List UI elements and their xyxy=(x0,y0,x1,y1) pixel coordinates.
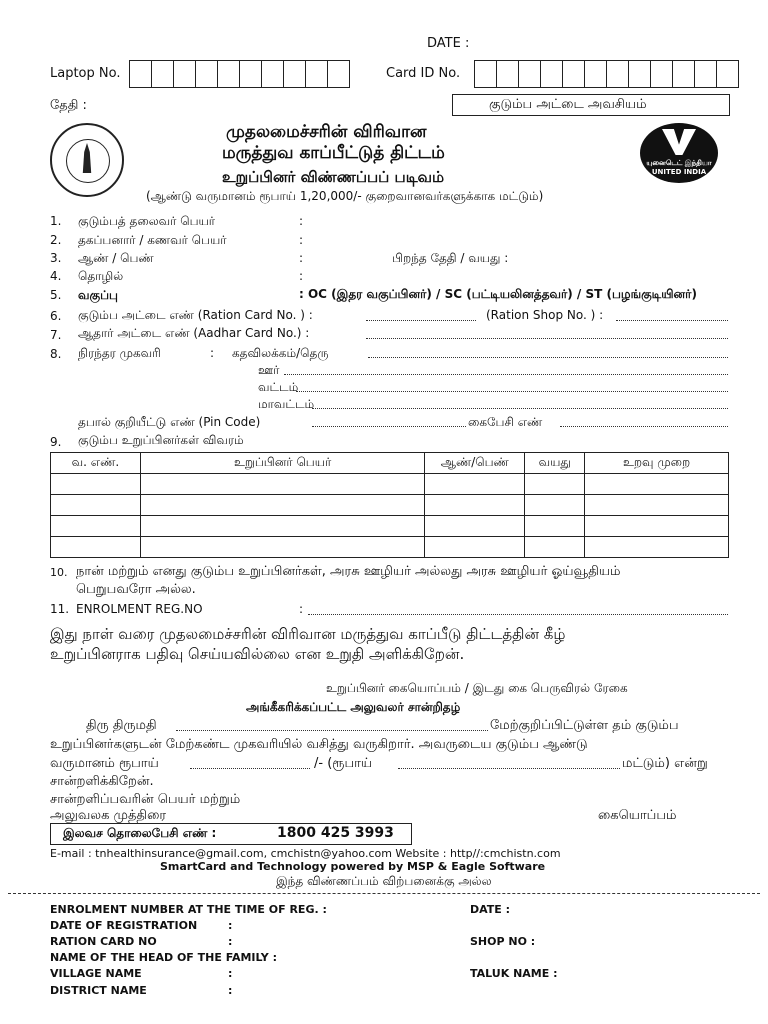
table-row[interactable] xyxy=(51,537,729,558)
slip-ration-colon: : xyxy=(228,935,233,948)
laptop-no-boxes[interactable] xyxy=(130,60,350,88)
col-age: வயது xyxy=(525,453,585,474)
not-for-sale: இந்த விண்ணப்பம் விற்பனைக்கு அல்ல xyxy=(276,874,492,888)
field-8-label: நிரந்தர முகவரி xyxy=(78,346,161,360)
toll-free-number[interactable]: 1800 425 3993 xyxy=(277,825,394,841)
cert-income-words-line[interactable] xyxy=(398,768,620,769)
title-line-2: மருத்துவ காப்பீட்டுத் திட்டம் xyxy=(222,143,445,163)
ration-card-required: குடும்ப அட்டை அவசியம் xyxy=(489,97,647,112)
col-serial: வ. எண். xyxy=(51,453,141,474)
decl-10-num: 10. xyxy=(50,566,68,579)
field-2-label: தகப்பனார் / கணவர் பெயர் xyxy=(78,233,227,247)
district-line[interactable] xyxy=(312,408,728,409)
cert-income-label: வருமானம் ரூபாய் xyxy=(50,756,159,771)
mobile-line[interactable] xyxy=(560,426,728,427)
title-line-3: உறுப்பினர் விண்ணப்பப் படிவம் xyxy=(222,168,445,186)
field-9-label: குடும்ப உறுப்பினர்கள் விவரம் xyxy=(78,433,244,447)
slip-district-colon: : xyxy=(228,984,233,997)
cert-income-words-label: /- (ரூபாய் xyxy=(314,756,373,771)
slip-reg-date-label: DATE OF REGISTRATION xyxy=(50,919,198,932)
ration-card-line[interactable] xyxy=(366,320,476,321)
office-seal-label: அலுவலக முத்திரை xyxy=(50,808,167,823)
slip-district-label: DISTRICT NAME xyxy=(50,984,147,997)
district-label: மாவட்டம் xyxy=(258,397,315,411)
col-relation: உறவு முறை xyxy=(585,453,729,474)
taluk-label: வட்டம் xyxy=(258,380,299,394)
undertaking-line-2: உறுப்பினராக பதிவு செய்யவில்லை என உறுதி அளிக்கிறேன். xyxy=(50,645,465,663)
field-3-colon: : xyxy=(299,251,304,265)
cert-line-4: சான்றளிக்கிறேன். xyxy=(50,774,154,789)
pin-line[interactable] xyxy=(312,426,466,427)
powered-by: SmartCard and Technology powered by MSP & Eagle Software xyxy=(160,860,546,873)
slip-reg-date-colon: : xyxy=(228,919,233,932)
toll-free-label: இலவச தொலைபேசி எண் : xyxy=(63,826,217,840)
field-7-label: ஆதார் அட்டை எண் (Aadhar Card No.) : xyxy=(78,326,310,340)
title-line-1: முதலமைச்சரின் விரிவான xyxy=(226,122,427,142)
officer-signature-label: கையொப்பம் xyxy=(598,808,677,823)
table-row[interactable] xyxy=(51,474,729,495)
decl-11-num: 11. xyxy=(50,602,70,616)
logo-english-text: UNITED INDIA xyxy=(651,168,707,176)
thethi-label: தேதி : xyxy=(50,98,87,113)
field-2-colon: : xyxy=(299,233,304,247)
tamilnadu-seal-icon xyxy=(50,123,124,197)
caste-options: : OC (இதர வகுப்பினர்) / SC (பட்டியலினத்தவர்) / ST (பழங்குடியினர்) xyxy=(299,287,697,301)
cut-line xyxy=(8,893,760,894)
title-line-4: (ஆண்டு வருமானம் ரூபாய் 1,20,000/- குறைவானவர்களுக்காக மட்டும்) xyxy=(146,189,544,203)
field-8-colon: : xyxy=(210,346,215,360)
field-1-num: 1. xyxy=(50,214,62,228)
decl-10-line-1: நான் மற்றும் எனது குடும்ப உறுப்பினர்கள், அரசு ஊழியர் அல்லது அரசு ஊழியர் ஓய்வூதியம் xyxy=(76,564,621,579)
table-row[interactable] xyxy=(51,495,729,516)
cert-line-1-end: மேற்குறிப்பிட்டுள்ள தம் குடும்ப xyxy=(490,718,679,733)
dob-age-label: பிறந்த தேதி / வயது : xyxy=(392,251,509,265)
col-member-name: உறுப்பினர் பெயர் xyxy=(140,453,425,474)
united-india-logo-icon xyxy=(640,123,718,183)
table-row[interactable] xyxy=(51,516,729,537)
slip-head-label: NAME OF THE HEAD OF THE FAMILY : xyxy=(50,951,277,964)
family-members-table xyxy=(50,452,729,558)
cert-name-line[interactable] xyxy=(176,730,488,731)
field-4-label: தொழில் xyxy=(78,269,124,283)
aadhar-line[interactable] xyxy=(366,338,728,339)
field-6-num: 6. xyxy=(50,309,62,323)
mobile-label: கைபேசி எண் xyxy=(468,415,543,429)
slip-village-colon: : xyxy=(228,967,233,980)
town-label: ஊர் xyxy=(258,363,280,377)
cert-line-3-end: மட்டும்) என்று xyxy=(622,756,708,771)
table-header-row xyxy=(51,453,729,474)
town-line[interactable] xyxy=(284,374,728,375)
field-1-colon: : xyxy=(299,214,304,228)
field-5-num: 5. xyxy=(50,288,62,302)
taluk-line[interactable] xyxy=(296,391,728,392)
field-2-num: 2. xyxy=(50,233,62,247)
decl-10-line-2: பெறுபவரோ அல்ல. xyxy=(76,582,196,597)
door-street-label: கதவிலக்கம்/தெரு xyxy=(232,346,329,360)
certifier-name-label: சான்றளிப்பவரின் பெயர் மற்றும் xyxy=(50,792,241,807)
date-label: DATE : xyxy=(427,36,470,51)
toll-free-box xyxy=(50,823,412,845)
field-8-num: 8. xyxy=(50,347,62,361)
enrolment-reg-label: ENROLMENT REG.NO xyxy=(76,602,203,616)
certificate-title: அங்கீகரிக்கப்பட்ட அலுவலர் சான்றிதழ் xyxy=(246,700,461,714)
door-street-line[interactable] xyxy=(368,357,728,358)
slip-shop-label: SHOP NO : xyxy=(470,935,536,948)
card-id-boxes[interactable] xyxy=(475,60,739,88)
field-4-colon: : xyxy=(299,269,304,283)
slip-date-label: DATE : xyxy=(470,903,511,916)
field-4-num: 4. xyxy=(50,269,62,283)
enrolment-reg-colon: : xyxy=(299,602,304,616)
slip-enrolment-label: ENROLMENT NUMBER AT THE TIME OF REG. : xyxy=(50,903,327,916)
ration-shop-label: (Ration Shop No. ) : xyxy=(486,308,604,322)
ration-shop-line[interactable] xyxy=(616,320,728,321)
slip-village-label: VILLAGE NAME xyxy=(50,967,142,980)
member-signature-label: உறுப்பினர் கையொப்பம் / இடது கை பெருவிரல் ரேகை xyxy=(326,681,628,695)
field-3-num: 3. xyxy=(50,251,62,265)
field-7-num: 7. xyxy=(50,328,62,342)
field-1-label: குடும்பத் தலைவர் பெயர் xyxy=(78,214,216,228)
field-5-label: வகுப்பு xyxy=(78,288,118,302)
field-6-label: குடும்ப அட்டை எண் (Ration Card No. ) : xyxy=(78,308,313,322)
cert-income-line[interactable] xyxy=(190,768,310,769)
card-id-label: Card ID No. xyxy=(386,66,461,81)
field-9-num: 9. xyxy=(50,435,62,449)
undertaking-line-1: இது நாள் வரை முதலமைச்சரின் விரிவான மருத்துவ காப்பீடு திட்டத்தின் கீழ் xyxy=(50,625,566,643)
col-gender: ஆண்/பெண் xyxy=(425,453,525,474)
logo-tamil-text: யுனைடெட் இந்தியா xyxy=(646,159,712,167)
field-3-label: ஆண் / பெண் xyxy=(78,251,154,265)
cert-name-label: திரு திருமதி xyxy=(86,718,157,733)
laptop-label: Laptop No. xyxy=(50,66,121,81)
pin-label: தபால் குறியீட்டு எண் (Pin Code) xyxy=(78,415,261,429)
cert-line-2: உறுப்பினர்களுடன் மேற்கண்ட முகவரியில் வசித்து வருகிறார். அவருடைய குடும்ப ஆண்டு xyxy=(50,737,588,752)
slip-ration-label: RATION CARD NO xyxy=(50,935,157,948)
slip-taluk-label: TALUK NAME : xyxy=(470,967,558,980)
ration-card-required-box xyxy=(452,94,730,116)
enrolment-reg-line[interactable] xyxy=(308,614,728,615)
contact-email-website: E-mail : tnhealthinsurance@gmail.com, cmchistn@yahoo.com Website : http//:cmchistn.com xyxy=(50,847,561,860)
